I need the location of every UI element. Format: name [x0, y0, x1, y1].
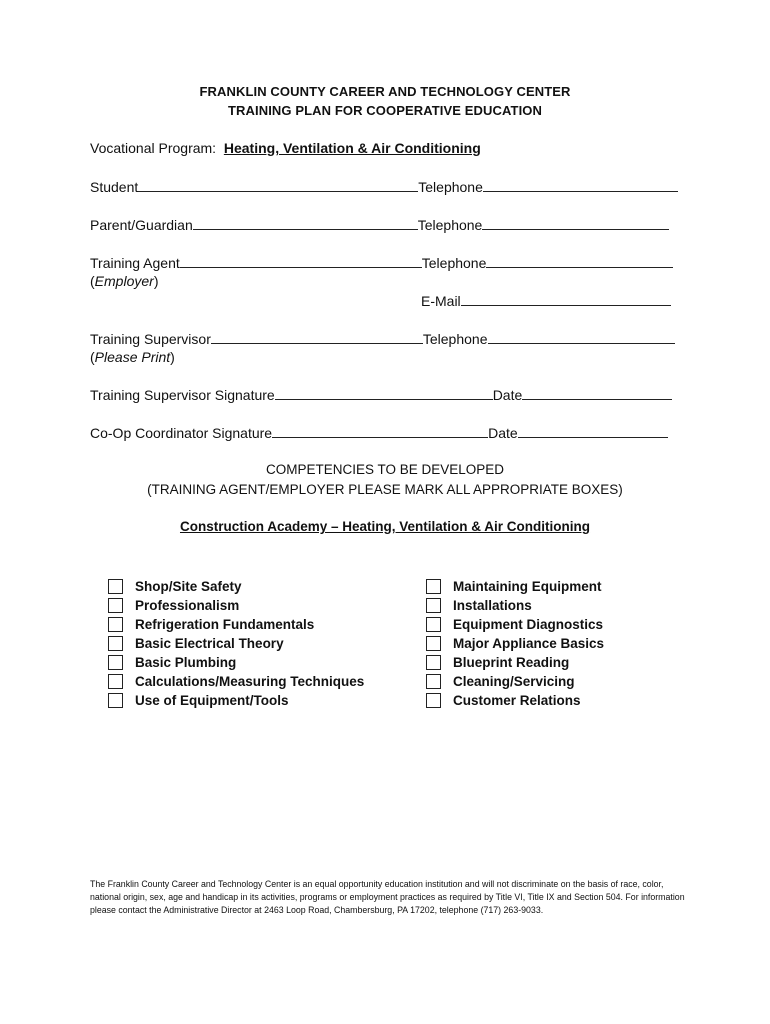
checkbox[interactable]: [108, 579, 123, 594]
supervisor-field[interactable]: [211, 330, 423, 344]
program-value: Heating, Ventilation & Air Conditioning: [223, 140, 481, 156]
email-row: [421, 292, 671, 309]
competency-item: [426, 634, 604, 653]
checkbox[interactable]: [108, 655, 123, 670]
agent-sub-label: (Employer): [90, 273, 159, 289]
competency-item: [108, 596, 364, 615]
checkbox[interactable]: [108, 674, 123, 689]
competency-label: Maintaining Equipment: [453, 579, 602, 594]
parent-row: [90, 216, 669, 233]
program-row: [90, 140, 481, 156]
checkbox[interactable]: [426, 693, 441, 708]
competency-label: Cleaning/Servicing: [453, 674, 575, 689]
coordinator-date-field[interactable]: [518, 424, 668, 438]
header-line-1: FRANKLIN COUNTY CAREER AND TECHNOLOGY CENTER: [199, 84, 571, 99]
agent-telephone-label: Telephone: [421, 255, 487, 271]
agent-row: [90, 254, 673, 271]
parent-field[interactable]: [193, 216, 418, 230]
supervisor-row: [90, 330, 675, 347]
student-field[interactable]: [138, 178, 418, 192]
checkbox[interactable]: [426, 617, 441, 632]
footer-disclaimer: The Franklin County Career and Technology Center is an equal opportunity education institution and will not discriminate on the basis of race, color, national origin, sex, age and handicap in its activities, programs or employment practices as required by Title VI, Title IX and Section 504. For information please contact the Administrative Director at 2463 Loop Road, Chambersburg, PA 17202, telephone (717) 263-9033.: [90, 879, 685, 915]
competencies-left-column: [108, 577, 364, 710]
competencies-right-column: [426, 577, 604, 710]
competency-label: Installations: [453, 598, 532, 613]
competency-label: Use of Equipment/Tools: [135, 693, 289, 708]
parent-telephone-field[interactable]: [482, 216, 669, 230]
competency-item: [108, 691, 364, 710]
competencies-instruction: (TRAINING AGENT/EMPLOYER PLEASE MARK ALL APPROPRIATE BOXES): [147, 482, 623, 497]
checkbox[interactable]: [426, 674, 441, 689]
competency-label: Calculations/Measuring Techniques: [135, 674, 365, 689]
supervisor-signature-row: [90, 386, 672, 403]
agent-label: Training Agent: [90, 255, 180, 271]
supervisor-telephone-field[interactable]: [488, 330, 675, 344]
competency-label: Professionalism: [135, 598, 240, 613]
competency-label: Blueprint Reading: [453, 655, 570, 670]
competency-item: [426, 596, 604, 615]
parent-telephone-label: Telephone: [417, 217, 483, 233]
email-label: E-Mail: [421, 293, 461, 309]
checkbox[interactable]: [426, 636, 441, 651]
checkbox[interactable]: [426, 579, 441, 594]
checkbox[interactable]: [426, 598, 441, 613]
coordinator-signature-field[interactable]: [272, 424, 488, 438]
competency-item: [108, 615, 364, 634]
header-line-2: TRAINING PLAN FOR COOPERATIVE EDUCATION: [228, 103, 542, 118]
competency-label: Refrigeration Fundamentals: [135, 617, 315, 632]
competency-item: [108, 577, 364, 596]
supervisor-signature-label: Training Supervisor Signature: [90, 387, 275, 403]
agent-telephone-field[interactable]: [486, 254, 673, 268]
email-field[interactable]: [461, 292, 671, 306]
checkbox[interactable]: [108, 617, 123, 632]
competency-item: [426, 615, 604, 634]
competency-item: [108, 634, 364, 653]
parent-label: Parent/Guardian: [90, 217, 193, 233]
checkbox[interactable]: [108, 636, 123, 651]
student-label: Student: [90, 179, 139, 195]
program-label: Vocational Program:: [90, 140, 217, 156]
competency-item: [426, 691, 604, 710]
coordinator-signature-label: Co-Op Coordinator Signature: [90, 425, 273, 441]
checkbox[interactable]: [108, 693, 123, 708]
checkbox[interactable]: [108, 598, 123, 613]
supervisor-sub-label: (Please Print): [90, 349, 175, 365]
competency-label: Basic Plumbing: [135, 655, 237, 670]
competencies-heading: COMPETENCIES TO BE DEVELOPED: [265, 462, 505, 477]
student-telephone-field[interactable]: [483, 178, 678, 192]
competency-item: [426, 577, 604, 596]
supervisor-telephone-label: Telephone: [422, 331, 488, 347]
supervisor-date-label: Date: [492, 387, 523, 403]
supervisor-label: Training Supervisor: [90, 331, 211, 347]
coordinator-date-label: Date: [488, 425, 518, 441]
competency-item: [108, 653, 364, 672]
checkbox[interactable]: [426, 655, 441, 670]
academy-title: Construction Academy – Heating, Ventilation & Air Conditioning: [179, 519, 591, 534]
student-row: [90, 178, 678, 195]
competency-label: Shop/Site Safety: [135, 579, 242, 594]
competency-label: Customer Relations: [453, 693, 581, 708]
competency-item: [426, 653, 604, 672]
competency-label: Equipment Diagnostics: [453, 617, 604, 632]
student-telephone-label: Telephone: [418, 179, 483, 195]
competency-label: Basic Electrical Theory: [135, 636, 284, 651]
coordinator-signature-row: [90, 424, 668, 441]
supervisor-signature-field[interactable]: [275, 386, 493, 400]
competency-item: [108, 672, 364, 691]
agent-field[interactable]: [180, 254, 422, 268]
competency-item: [426, 672, 604, 691]
supervisor-date-field[interactable]: [522, 386, 672, 400]
competency-label: Major Appliance Basics: [453, 636, 605, 651]
